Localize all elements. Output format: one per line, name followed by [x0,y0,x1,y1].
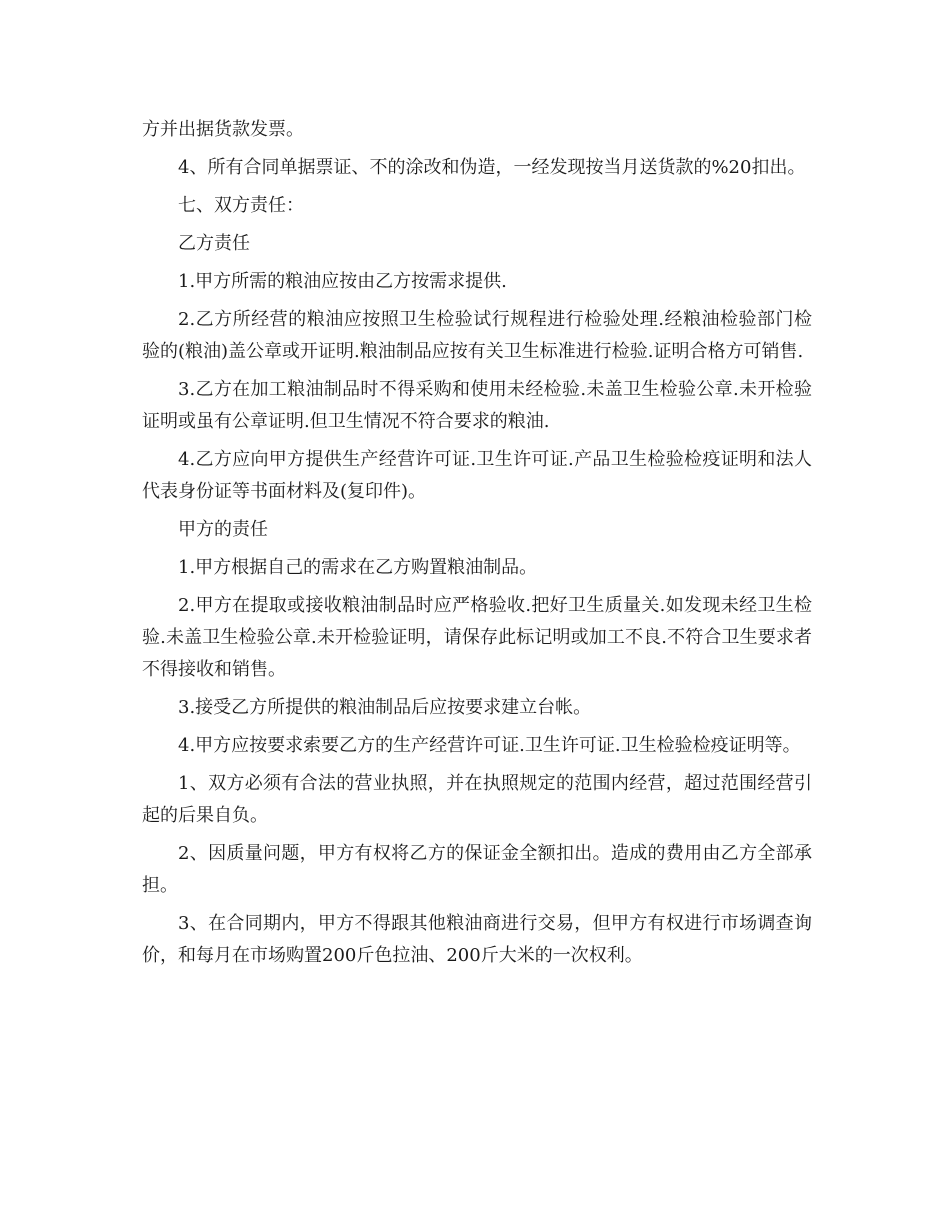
subheading-party-a: 甲方的责任 [178,519,268,540]
party-b-item-2: 2.乙方所经营的粮油应按照卫生检验试行规程进行检验处理.经粮油检验部门检验的(粮油)盖公章或开证明.粮油制品应按有关卫生标准进行检验.证明合格方可销售. [142,309,812,362]
document-body [142,114,812,978]
subheading-party-b: 乙方责任 [178,233,250,254]
paragraph-continuation: 方并出据货款发票。 [142,119,304,140]
party-b-item-3: 3.乙方在加工粮油制品时不得采购和使用未经检验.未盖卫生检验公章.未开检验证明或虽有公章证明.但卫生情况不符合要求的粮油. [142,379,812,432]
mutual-clause-1: 1、双方必须有合法的营业执照，并在执照规定的范围内经营，超过范围经营引起的后果自负。 [142,773,812,826]
party-b-item-1: 1.甲方所需的粮油应按由乙方按需求提供. [178,271,507,292]
party-a-item-3: 3.接受乙方所提供的粮油制品后应按要求建立台帐。 [178,697,592,718]
paragraph-clause-4: 4、所有合同单据票证、不的涂改和伪造，一经发现按当月送货款的%20扣出。 [178,157,806,178]
mutual-clause-2: 2、因质量问题，甲方有权将乙方的保证金全额扣出。造成的费用由乙方全部承担。 [142,843,812,896]
party-a-item-1: 1.甲方根据自己的需求在乙方购置粮油制品。 [178,557,538,578]
section-heading-responsibilities: 七、双方责任： [178,195,304,216]
party-b-item-4: 4.乙方应向甲方提供生产经营许可证.卫生许可证.产品卫生检验检疫证明和法人代表身份证等书面材料及(复印件)。 [142,449,812,502]
party-a-item-2: 2.甲方在提取或接收粮油制品时应严格验收.把好卫生质量关.如发现未经卫生检验.未盖卫生检验公章.未开检验证明，请保存此标记明或加工不良.不符合卫生要求者不得接收和销售。 [142,595,812,680]
mutual-clause-3: 3、在合同期内，甲方不得跟其他粮油商进行交易，但甲方有权进行市场调查询价，和每月在市场购置200斤色拉油、200斤大米的一次权利。 [142,913,812,966]
party-a-item-4: 4.甲方应按要求索要乙方的生产经营许可证.卫生许可证.卫生检验检疫证明等。 [178,735,801,756]
